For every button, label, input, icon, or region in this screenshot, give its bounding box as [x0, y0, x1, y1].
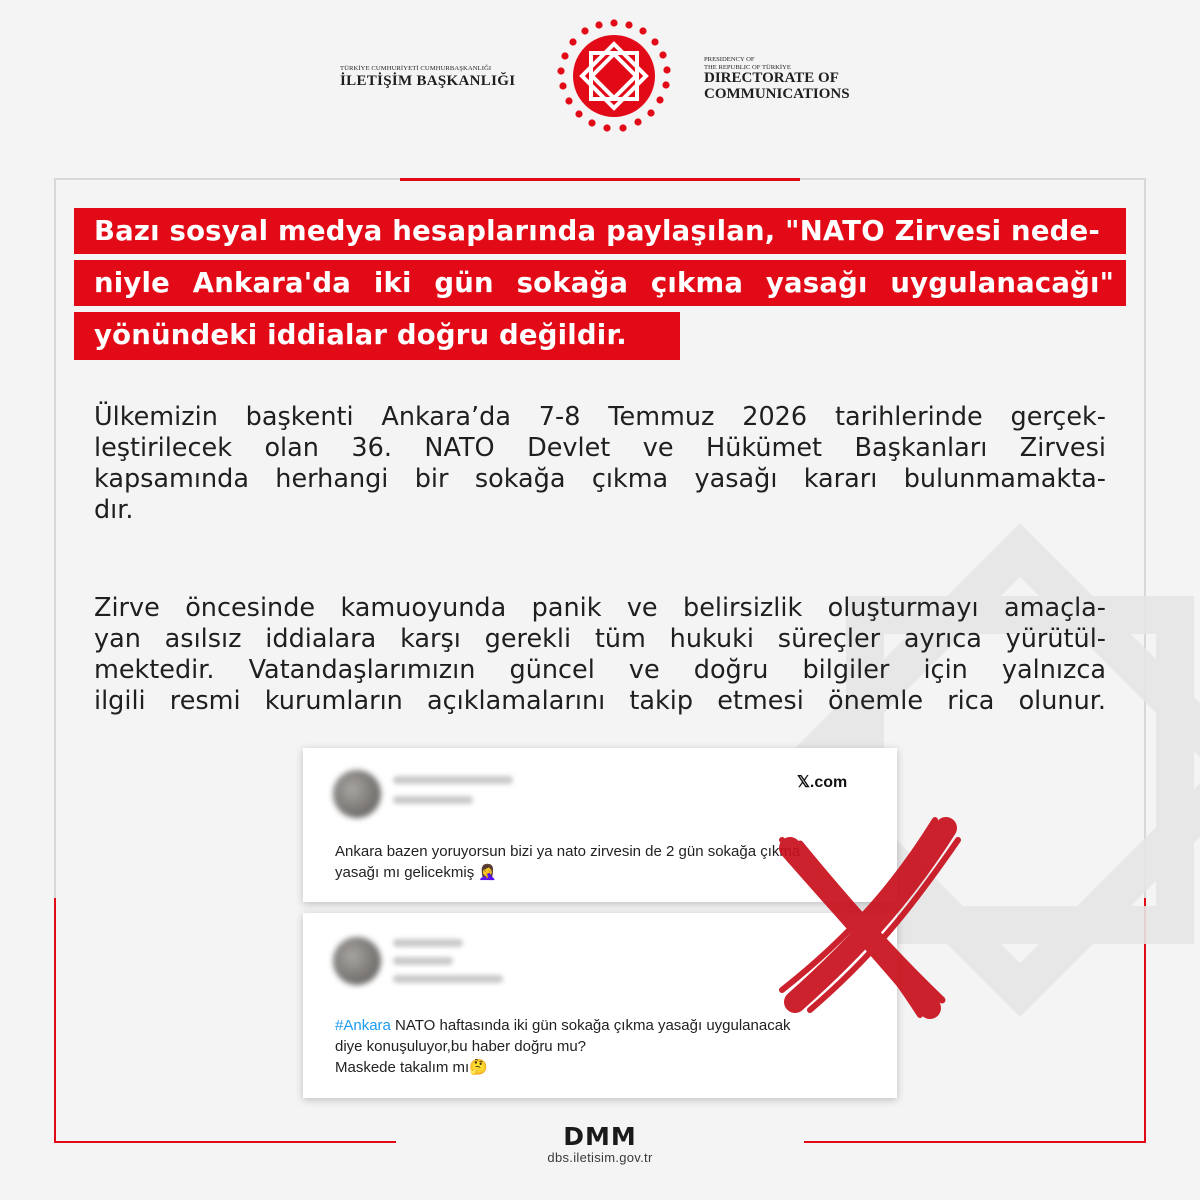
dmm-logo-text: DMM	[563, 1124, 637, 1148]
hashtag-link[interactable]: #Ankara	[335, 1017, 391, 1034]
tweet-line: Maskede takalım mı🤔	[335, 1059, 488, 1076]
tweet-line: yasağı mı gelicekmiş 🤦‍♀️	[335, 864, 498, 881]
body-p2-line: Zirve öncesinde kamuoyunda panik ve belirsizlik oluşturmayı amaçla-	[94, 593, 1106, 623]
body-paragraph-1	[94, 402, 1106, 526]
blurred-meta	[393, 975, 503, 983]
body-p2-line: yan asılsız iddialara karşı gerekli tüm hukuki süreçler ayrıca yürütül-	[94, 624, 1106, 654]
tweet-line: Ankara bazen yoruyorsun bizi ya nato zirvesin de 2 gün sokağa çıkma	[335, 843, 801, 860]
body-p2-line: mektedir. Vatandaşlarımızın güncel ve doğru bilgiler için yalnızca	[94, 655, 1106, 685]
body-p2-line: ilgili resmi kurumların açıklamalarını takip etmesi önemle rica olunur.	[94, 686, 1106, 716]
header-right-name-1: DIRECTORATE OF	[704, 70, 839, 86]
body-p1-line: dır.	[94, 495, 134, 525]
blurred-username	[393, 939, 463, 947]
headline-line-1: Bazı sosyal medya hesaplarında paylaşılan, "NATO Zirvesi nede-	[74, 208, 1126, 254]
blurred-username	[393, 776, 513, 784]
headline-line-3: yönündeki iddialar doğru değildir.	[74, 312, 680, 360]
frame-bottom-left	[54, 1141, 396, 1143]
tweet-line-text: NATO haftasında iki gün sokağa çıkma yasağı uygulanacak	[390, 1017, 791, 1034]
presidential-seal-icon	[552, 14, 676, 138]
header-left-subtitle: TÜRKİYE CUMHURİYETİ CUMHURBAŞKANLIĞI	[340, 65, 492, 72]
tweet-line: diye konuşuluyor,bu haber doğru mu?	[335, 1038, 587, 1055]
header-right-name-2: COMMUNICATIONS	[704, 85, 850, 102]
frame-left-upper	[54, 178, 56, 898]
header-left-name: İLETİŞİM BAŞKANLIĞI	[340, 73, 516, 89]
avatar	[333, 770, 381, 818]
header-right-title	[704, 56, 884, 102]
blurred-handle	[393, 957, 453, 965]
header-left-title	[340, 64, 520, 90]
frame-top-left-divider	[54, 178, 400, 180]
avatar	[333, 937, 381, 985]
header-right-subtitle-1: PRESIDENCY OF	[704, 56, 755, 63]
frame-top-accent	[400, 178, 800, 181]
tweet-text	[335, 1015, 875, 1078]
blurred-handle	[393, 796, 473, 804]
body-p1-line: leştirilecek olan 36. NATO Devlet ve Hükümet Başkanları Zirvesi	[94, 433, 1106, 463]
body-p1-line: Ülkemizin başkenti Ankara’da 7-8 Temmuz 2026 tarihlerinde gerçek-	[94, 402, 1106, 432]
frame-bottom-right	[804, 1141, 1146, 1143]
x-com-label: 𝕏.com	[797, 774, 848, 791]
body-paragraph-2	[94, 593, 1106, 717]
frame-top-right-divider	[800, 178, 1146, 180]
footer-url: dbs.iletisim.gov.tr	[547, 1150, 653, 1165]
headline-line-2: niyle Ankara'da iki gün sokağa çıkma yasağı uygulanacağı"	[74, 260, 1126, 306]
dmm-logo-icon	[538, 1124, 662, 1148]
header-right-subtitle-2: THE REPUBLIC OF TÜRKİYE	[704, 63, 791, 71]
red-cross-icon	[770, 810, 970, 1020]
frame-left-lower	[54, 898, 56, 1143]
body-p1-line: kapsamında herhangi bir sokağa çıkma yasağı kararı bulunmamakta-	[94, 464, 1106, 494]
